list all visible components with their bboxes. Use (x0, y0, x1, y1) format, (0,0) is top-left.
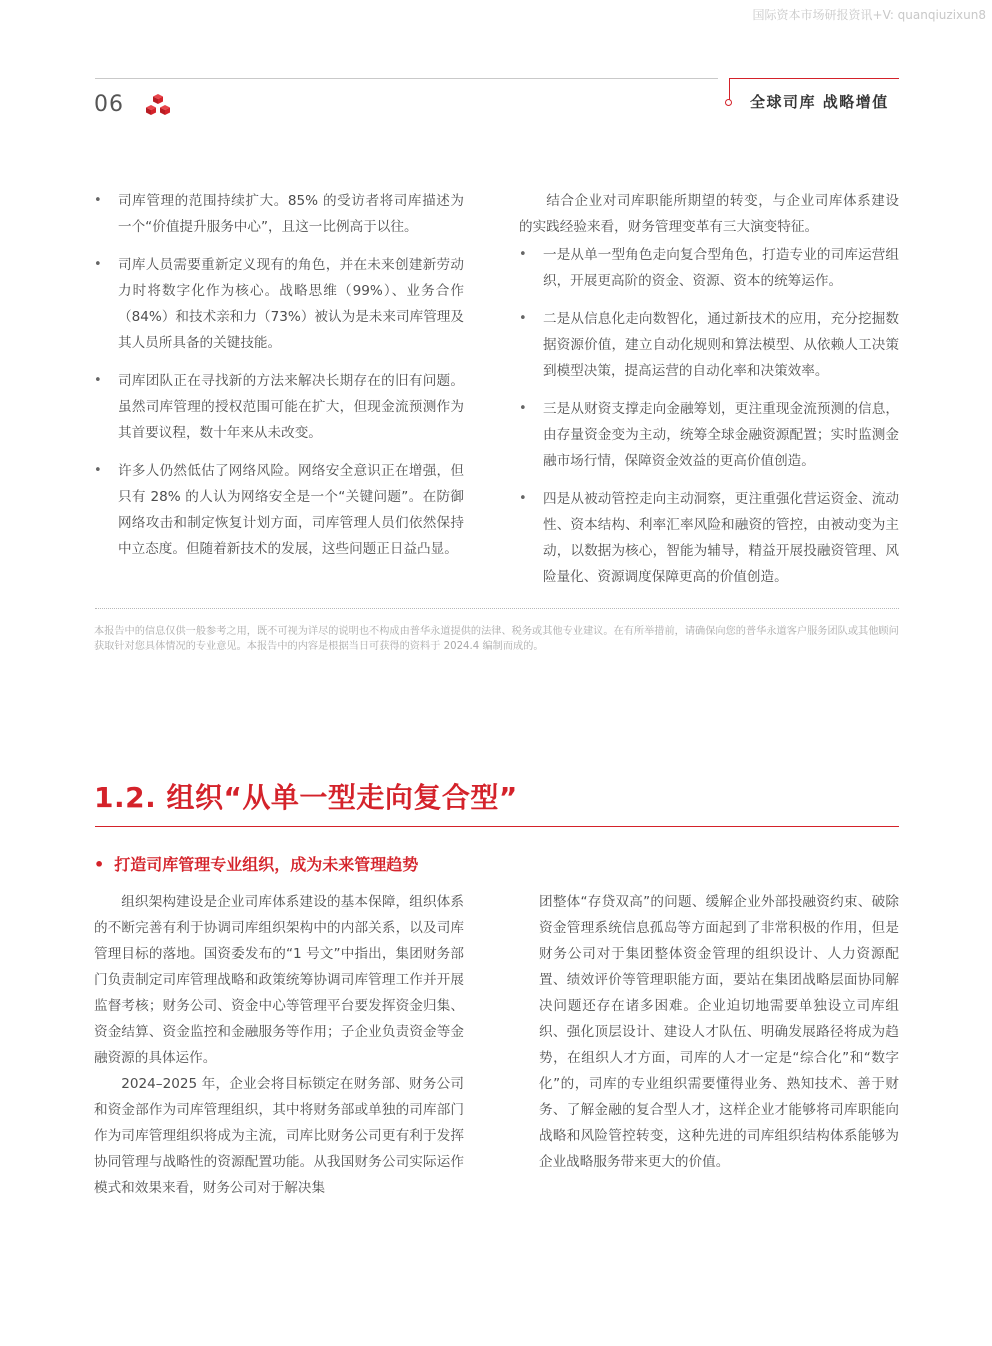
body-left-column (94, 889, 464, 1201)
bullet-item: • 三是从财资支撑走向金融筹划，更注重现金流预测的信息，由存量资金变为主动，统筹全球金融资源配置；实时监测金融市场行情，保障资金效益的更高价值创造。 (519, 396, 899, 474)
body-right-column (539, 889, 899, 1175)
watermark-text: 国际资本市场研报资讯+V: quanqiuzixun8 (752, 8, 986, 22)
header-rule (95, 78, 718, 79)
sub-heading-text: 打造司库管理专业组织，成为未来管理趋势 (114, 855, 419, 874)
header-accent-rule (729, 78, 899, 79)
bullet-item: • 司库团队正在寻找新的方法来解决长期存在的旧有问题。虽然司库管理的授权范围可能在扩大，但现金流预测作为其首要议程，数十年来从未改变。 (94, 368, 464, 446)
dotted-divider (95, 608, 899, 609)
right-bullet-column (519, 188, 899, 602)
body-paragraph: 组织架构建设是企业司库体系建设的基本保障，组织体系的不断完善有利于协调司库组织架构中的内部关系，以及司库管理目标的落地。国资委发布的“1 号文”中指出，集团财务部门负责制定司库管理战略和政策统筹协调司库管理工作并开展监督考核；财务公司、资金中心等管理平台要发挥资金归集、资金结算、资金监控和金融服务等作用；子企业负责资金等金融资源的具体运作。 (94, 894, 464, 1066)
page-number: 06 (94, 92, 124, 117)
section-heading: 1.2. 组织“从单一型走向复合型” (94, 781, 518, 814)
intro-paragraph: 结合企业对司库职能所期望的转变，与企业司库体系建设的实践经验来看，财务管理变革有三大演变特征。 (519, 193, 899, 235)
bullet-item: • 司库管理的范围持续扩大。85% 的受访者将司库描述为一个“价值提升服务中心”，且这一比例高于以往。 (94, 188, 464, 240)
header-title: 全球司库 战略增值 (750, 93, 889, 111)
section-rule (95, 826, 899, 827)
cubes-logo-icon (145, 93, 171, 119)
body-paragraph: 团整体“存贷双高”的问题、缓解企业外部投融资约束、破除资金管理系统信息孤岛等方面起到了非常积极的作用，但是财务公司对于集团整体资金管理的组织设计、人力资源配置、绩效评价等管理职能方面，要站在集团战略层面协同解决问题还存在诸多困难。企业迫切地需要单独设立司库组织、强化顶层设计、建设人才队伍、明确发展路径将成为趋势，在组织人才方面，司库的人才一定是“综合化”和“数字化”的，司库的专业组织需要懂得业务、熟知技术、善于财务、了解金融的复合型人才，这样企业才能够将司库职能向战略和风险管控转变，这种先进的司库组织结构体系能够为企业战略服务带来更大的价值。 (539, 894, 899, 1170)
disclaimer-text: 本报告中的信息仅供一般参考之用，既不可视为详尽的说明也不构成由普华永道提供的法律、税务或其他专业建议。在有所举措前，请确保向您的普华永道客户服务团队或其他顾问获取针对您具体情况的专业意见。本报告中的内容是根据当日可获得的资料于 2024.4 编制而成的。 (94, 626, 899, 652)
left-bullet-column (94, 188, 464, 574)
bullet-item: • 二是从信息化走向数智化，通过新技术的应用，充分挖掘数据资源价值，建立自动化规则和算法模型、从依赖人工决策到模型决策，提高运营的自动化率和决策效率。 (519, 306, 899, 384)
bullet-item: • 司库人员需要重新定义现有的角色，并在未来创建新劳动力时将数字化作为核心。战略思维（99%）、业务合作（84%）和技术亲和力（73%）被认为是未来司库管理及其人员所具备的关键技能。 (94, 252, 464, 356)
bullet-item: • 许多人仍然低估了网络风险。网络安全意识正在增强，但只有 28% 的人认为网络安全是一个“关键问题”。在防御网络攻击和制定恢复计划方面，司库管理人员们依然保持中立态度。但随着新技术的发展，这些问题正日益凸显。 (94, 458, 464, 562)
bullet-item: • 一是从单一型角色走向复合型角色，打造专业的司库运营组织，开展更高阶的资金、资源、资本的统筹运作。 (519, 242, 899, 294)
bullet-dot-icon: • (94, 855, 105, 874)
bullet-item: • 四是从被动管控走向主动洞察，更注重强化营运资金、流动性、资本结构、利率汇率风险和融资的管控，由被动变为主动，以数据为核心，智能为辅导，精益开展投融资管理、风险量化、资源调度保障更高的价值创造。 (519, 486, 899, 590)
body-paragraph: 2024–2025 年，企业会将目标锁定在财务部、财务公司和资金部作为司库管理组织，其中将财务部或单独的司库部门作为司库管理组织将成为主流，司库比财务公司更有利于发挥协同管理与战略性的资源配置功能。从我国财务公司实际运作模式和效果来看，财务公司对于解决集 (94, 1076, 464, 1196)
header-circle-marker (725, 99, 732, 106)
sub-heading (94, 852, 418, 875)
